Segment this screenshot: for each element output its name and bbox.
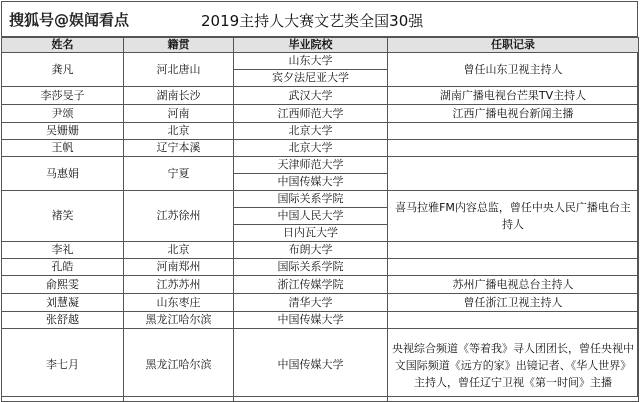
cell-hometown: 黑龙江哈尔滨	[124, 312, 234, 329]
cell-record	[388, 157, 639, 191]
cell-name: 刘慧凝	[2, 294, 124, 312]
cell-hometown: 河北唐山	[124, 53, 234, 87]
table-row	[2, 242, 639, 259]
header-school: 毕业院校	[234, 38, 388, 53]
cell-name: 尹颂	[2, 105, 124, 123]
cell-hometown: 湖南长沙	[124, 87, 234, 105]
table-row	[2, 191, 639, 208]
cell-name: 张舒越	[2, 312, 124, 329]
cell-hometown: 北京	[124, 123, 234, 140]
cell-name: 李七月	[2, 329, 124, 402]
cell-hometown: 北京	[124, 242, 234, 259]
cell-record	[388, 242, 639, 259]
cell-hometown: 江苏徐州	[124, 191, 234, 242]
table-row	[2, 53, 639, 70]
cell-hometown: 黑龙江哈尔滨	[124, 329, 234, 402]
cell-name: 吴姗姗	[2, 123, 124, 140]
cell-school: 武汉大学	[234, 87, 388, 105]
cell-school: 日内瓦大学	[234, 225, 388, 242]
header-name: 姓名	[2, 38, 124, 53]
cell-name: 马惠娟	[2, 157, 124, 191]
cell-school: 中国传媒大学	[234, 329, 388, 402]
cell-school: 江西师范大学	[234, 105, 388, 123]
cell-hometown: 河南	[124, 105, 234, 123]
table-row	[2, 157, 639, 174]
table-row	[2, 259, 639, 276]
title-row	[1, 1, 638, 37]
cell-record	[388, 140, 639, 157]
cell-record: 曾任浙江卫视主持人	[388, 294, 639, 312]
header-hometown: 籍贯	[124, 38, 234, 53]
cell-name: 褚笑	[2, 191, 124, 242]
cell-name: 孔皓	[2, 259, 124, 276]
table-row	[2, 105, 639, 123]
cell-school: 中国传媒大学	[234, 174, 388, 191]
header-record: 任职记录	[388, 38, 639, 53]
cell-name: 李莎旻子	[2, 87, 124, 105]
cell-record: 央视综合频道《等着我》寻人团团长，曾任央视中文国际频道《远方的家》出镜记者、《华人世界》主持人，曾任辽宁卫视《第一时间》主播	[388, 329, 639, 402]
cell-school: 中国传媒大学	[234, 312, 388, 329]
cell-school: 国际关系学院	[234, 191, 388, 208]
table-row	[2, 312, 639, 329]
cell-hometown: 宁夏	[124, 157, 234, 191]
cell-hometown: 辽宁本溪	[124, 140, 234, 157]
cell-hometown: 河南郑州	[124, 259, 234, 276]
cell-school: 清华大学	[234, 294, 388, 312]
cell-school: 中国人民大学	[234, 208, 388, 225]
cell-name: 王帆	[2, 140, 124, 157]
cell-record	[388, 312, 639, 329]
page-title: 2019主持人大赛文艺类全国30强	[201, 12, 424, 30]
cell-record: 湖南广播电视台芒果TV主持人	[388, 87, 639, 105]
cell-hometown: 山东枣庄	[124, 294, 234, 312]
table-row	[2, 329, 639, 402]
cell-school: 北京大学	[234, 123, 388, 140]
table-row	[2, 294, 639, 312]
cell-hometown: 江苏苏州	[124, 276, 234, 294]
table-row	[2, 276, 639, 294]
table-row	[2, 123, 639, 140]
cell-record: 喜马拉雅FM内容总监，曾任中央人民广播电台主持人	[388, 191, 639, 242]
cell-record: 江西广播电视台新闻主播	[388, 105, 639, 123]
cell-school: 宾夕法尼亚大学	[234, 70, 388, 87]
watermark: 搜狐号@娱闻看点	[9, 11, 130, 29]
cell-school: 山东大学	[234, 53, 388, 70]
cell-record: 曾任山东卫视主持人	[388, 53, 639, 87]
header-row	[2, 38, 639, 53]
cell-name: 李礼	[2, 242, 124, 259]
cell-name: 龚凡	[2, 53, 124, 87]
cell-school: 浙江传媒学院	[234, 276, 388, 294]
cell-school: 国际关系学院	[234, 259, 388, 276]
table-row	[2, 87, 639, 105]
cell-record: 苏州广播电视总台主持人	[388, 276, 639, 294]
cell-school: 天津师范大学	[234, 157, 388, 174]
cell-name: 俞熙雯	[2, 276, 124, 294]
table-row	[2, 140, 639, 157]
cell-record	[388, 259, 639, 276]
cell-school: 布朗大学	[234, 242, 388, 259]
cell-school: 北京大学	[234, 140, 388, 157]
cell-record	[388, 123, 639, 140]
contestants-table	[1, 37, 639, 402]
